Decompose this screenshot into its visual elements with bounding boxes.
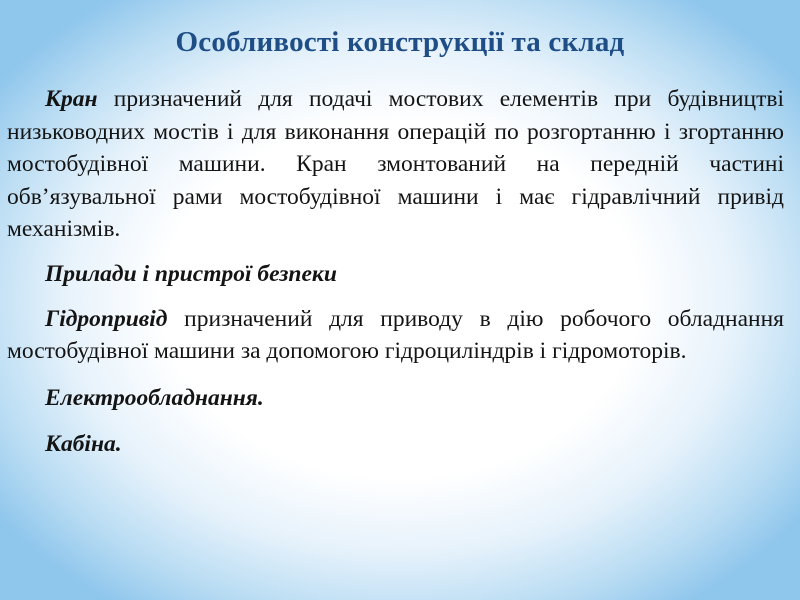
paragraph-cabin <box>7 428 784 461</box>
text-crane: призначений для подачі мостових елементів при будівництві низьководних мостів і для виконання операцій по розгортанню і згортанню мостобудівної машини. Кран змонтований на передній частині обв’язувальної рами мостобудівної машини і має гідравлічний привід механізмів. <box>7 86 784 243</box>
term-hydraulic-drive: Гідропривід <box>45 305 168 332</box>
paragraph-safety <box>7 258 784 291</box>
term-electrical-equipment: Електрообладнання. <box>45 384 264 411</box>
text-hydraulics: призначений для приводу в дію робочого обладнання мостобудівної машини за допомогою гідроциліндрів і гідромоторів. <box>7 305 784 365</box>
paragraph-crane <box>7 83 784 246</box>
paragraph-hydraulics <box>7 303 784 368</box>
term-crane: Кран <box>45 86 98 112</box>
slide-title: Особливості конструкції та склад <box>175 26 625 58</box>
slide-body <box>7 83 784 461</box>
term-cabin: Кабіна. <box>45 431 122 458</box>
paragraph-electrical <box>7 382 784 415</box>
term-safety-devices: Прилади і пристрої безпеки <box>45 260 337 287</box>
